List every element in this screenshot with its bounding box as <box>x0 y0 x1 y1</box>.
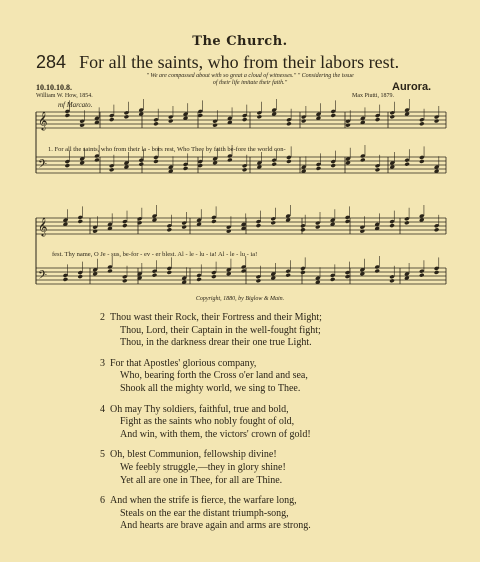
note-head <box>419 121 425 126</box>
note-head <box>345 123 351 128</box>
verse-2 <box>100 312 460 350</box>
note-head <box>270 220 276 225</box>
note-head <box>122 278 128 283</box>
verse-number: 3 <box>100 357 105 369</box>
note-head <box>242 117 248 122</box>
copyright-notice: Copyright, 1880, by Biglow & Main. <box>195 296 285 302</box>
verse-line: Thou wast their Rock, their Fortress and their Might; <box>110 312 322 323</box>
note-head <box>375 167 381 172</box>
treble-clef-1: 𝄞 <box>38 111 48 130</box>
note-head <box>389 114 395 119</box>
verse-line: Who, bearing forth the Cross o'er land and sea, <box>120 370 308 382</box>
note-head <box>360 229 366 234</box>
note-head <box>330 277 336 282</box>
note-head <box>404 162 410 167</box>
verse-line: For that Apostles' glorious company, <box>110 357 257 369</box>
note-head <box>286 121 292 126</box>
verse-number: 4 <box>100 403 105 415</box>
note-head <box>345 219 351 224</box>
note-head <box>330 163 336 168</box>
note-head <box>300 270 306 275</box>
hymn-author: William W. How, 1854. <box>36 93 93 99</box>
verse-4 <box>100 404 460 442</box>
note-head <box>271 162 277 167</box>
hymn-composer: Max Piutti, 1879. <box>352 93 395 99</box>
verse-line: And win, with them, the victors' crown of gold! <box>120 428 311 440</box>
note-head <box>419 159 425 164</box>
verse-line: And when the strife is fierce, the warfare long, <box>110 495 297 507</box>
note-head <box>241 269 247 274</box>
note-head <box>107 269 113 274</box>
bass-clef-2: 𝄢 <box>38 269 48 285</box>
section-title: The Church. <box>192 34 288 49</box>
note-head <box>79 123 85 128</box>
note-head <box>389 223 395 228</box>
note-head <box>65 163 71 168</box>
verse-line: Steals on the ear the distant triumph-song, <box>120 507 289 519</box>
note-head <box>212 123 218 128</box>
note-head <box>227 158 233 163</box>
note-head <box>434 227 440 232</box>
verse-line: Shook all the mighty world, we sing to Thee. <box>120 382 301 394</box>
note-head <box>256 278 262 283</box>
note-head <box>183 166 189 171</box>
note-head <box>374 269 380 274</box>
verse-number: 2 <box>100 312 105 323</box>
note-head <box>375 117 381 122</box>
note-head <box>301 119 307 124</box>
note-head <box>94 158 100 163</box>
note-head <box>434 119 440 124</box>
epigraph-line-1: " We are compassed about with so great a cloud of witnesses." " Considering the issue <box>146 73 354 79</box>
hymn-title: For all the saints, who from their labors rest. <box>79 52 400 72</box>
verse-number: 6 <box>100 495 105 507</box>
lyrics-system-1: 1. For all the saints, who from their la - bors rest, Who Thee by faith be-fore the world con- <box>48 146 286 153</box>
note-head <box>167 227 173 232</box>
verse-line: Thou, Lord, their Captain in the well-fought fight; <box>120 324 321 336</box>
lyrics-system-2: fest. Thy name, O Je - sus, be-for - ev - er blest. Al - le - lu - ia! Al - le - lu - ia! <box>52 251 258 258</box>
note-head <box>404 220 410 225</box>
verse-line: Thou, in the darkness drear their one true Light. <box>120 337 312 349</box>
note-head <box>153 159 159 164</box>
note-head <box>65 113 71 118</box>
note-head <box>286 159 292 164</box>
epigraph-line-2: of their life imitate their faith." <box>212 80 288 86</box>
note-head <box>360 158 366 163</box>
verse-line: Oh may Thy soldiers, faithful, true and bold, <box>110 403 289 415</box>
note-head <box>285 273 291 278</box>
note-head <box>181 225 187 230</box>
note-head <box>226 229 232 234</box>
treble-clef-2: 𝄞 <box>38 217 48 236</box>
note-head <box>124 114 130 119</box>
note-head <box>256 223 262 228</box>
verse-number: 5 <box>100 449 105 461</box>
note-head <box>77 219 83 224</box>
note-head <box>345 274 351 279</box>
note-head <box>167 270 173 275</box>
verse-5 <box>100 449 460 487</box>
hymn-number: 284 <box>36 52 67 72</box>
hymn-meter: 10.10.10.8. <box>36 83 72 92</box>
note-head <box>196 277 202 282</box>
note-head <box>316 166 322 171</box>
note-head <box>211 219 217 224</box>
note-head <box>211 274 217 279</box>
note-head <box>257 114 263 119</box>
verses-block <box>100 312 460 541</box>
note-head <box>330 113 336 118</box>
note-head <box>153 121 159 126</box>
note-head <box>242 167 248 172</box>
verse-line: Oh, blest Communion, fellowship divine! <box>110 449 277 461</box>
note-head <box>389 278 395 283</box>
note-head <box>434 270 440 275</box>
tempo-marking: mf Marcato. <box>58 101 93 109</box>
verse-line: We feebly struggle,—they in glory shine! <box>120 461 286 473</box>
note-head <box>92 229 98 234</box>
note-head <box>152 273 158 278</box>
verse-3 <box>100 358 460 396</box>
verse-line: Fight as the saints who nobly fought of old, <box>120 416 295 428</box>
note-head <box>168 119 174 124</box>
note-head <box>315 225 321 230</box>
tune-name: Aurora. <box>392 81 432 93</box>
verse-6 <box>100 495 460 533</box>
note-head <box>77 274 83 279</box>
note-head <box>122 223 128 228</box>
note-head <box>138 162 144 167</box>
note-head <box>109 117 115 122</box>
bass-clef-1: 𝄢 <box>38 158 48 174</box>
verse-line: Yet all are one in Thee, for all are Thine. <box>120 474 283 486</box>
note-head <box>300 227 306 232</box>
verse-line: And hearts are brave again and arms are strong. <box>120 520 311 532</box>
note-head <box>63 277 69 282</box>
note-head <box>419 273 425 278</box>
note-head <box>109 167 115 172</box>
